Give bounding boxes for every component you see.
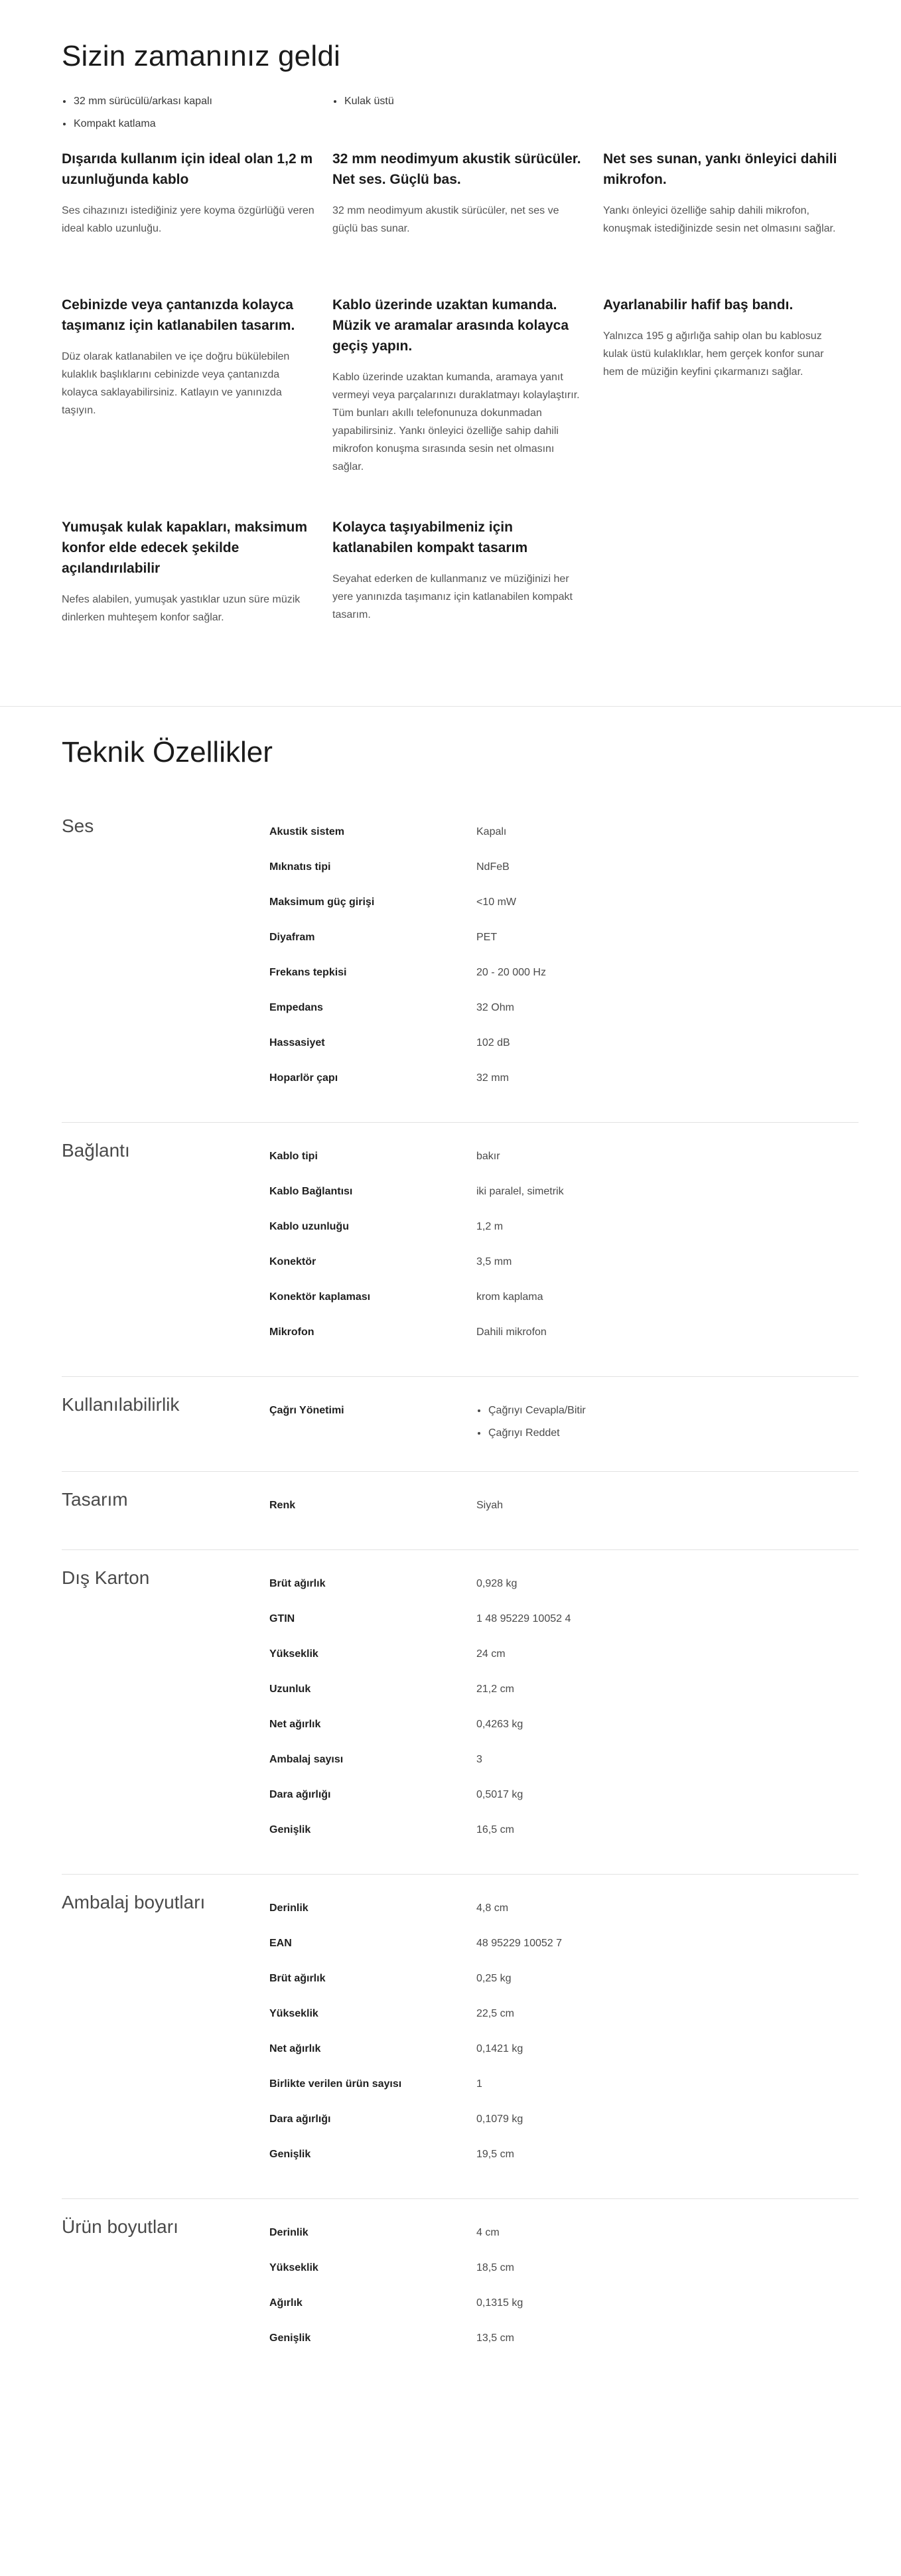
feature-title: Kablo üzerinde uzaktan kumanda. Müzik ve aramalar arasında kolayca geçiş yapın. xyxy=(332,297,569,354)
feature-text: Düz olarak katlanabilen ve içe doğru bükülebilen kulaklık başlıklarını cebinizde veya çantanızda kolayca saklayabilirsiniz. Katlayın ve yanınızda taşıyın. xyxy=(62,351,290,416)
feature-title: 32 mm neodimyum akustik sürücüler. Net ses. Güçlü bas. xyxy=(332,151,581,187)
spec-value: 4,8 cm xyxy=(476,1902,509,1914)
feature-card xyxy=(62,295,332,517)
spec-value: 1,2 m xyxy=(476,1221,504,1232)
spec-value-item: Çağrıyı Reddet xyxy=(476,1422,859,1445)
spec-label: Renk xyxy=(269,1500,296,1511)
spec-label: Empedans xyxy=(269,1002,323,1013)
specs-section xyxy=(0,707,901,2382)
bullet-list-2 xyxy=(332,90,603,135)
spec-value: Kapalı xyxy=(476,826,507,837)
spec-label: Brüt ağırlık xyxy=(269,1578,326,1589)
feature-card xyxy=(62,517,332,706)
spec-value: 18,5 cm xyxy=(476,2262,514,2273)
spec-value: <10 mW xyxy=(476,896,517,908)
spec-label: Yükseklik xyxy=(269,2008,318,2019)
feature-text: Yankı önleyici özelliğe sahip dahili mikrofon, konuşmak istediğinizde sesin net olmasını sağlar. xyxy=(603,205,836,234)
spec-value: 102 dB xyxy=(476,1037,510,1048)
spec-group xyxy=(62,2199,859,2382)
spec-label: Dara ağırlığı xyxy=(269,1789,331,1800)
feature-text: Yalnızca 195 g ağırlığa sahip olan bu kablosuz kulak üstü kulaklıklar, hem gerçek konfor sunar hem de müziğin keyfini çıkarmanızı sağlar. xyxy=(603,330,824,378)
feature-text: Seyahat ederken de kullanmanız ve müziğinizi her yere yanınızda taşımanız için katlanabilen kompakt tasarım. xyxy=(332,573,573,620)
spec-label: Genişlik xyxy=(269,2332,311,2344)
spec-label: Kablo tipi xyxy=(269,1151,318,1162)
feature-text: Ses cihazınızı istediğiniz yere koyma özgürlüğü veren ideal kablo uzunluğu. xyxy=(62,205,314,234)
spec-label: Net ağırlık xyxy=(269,1719,321,1730)
spec-group xyxy=(62,1875,859,2199)
spec-group xyxy=(62,1123,859,1377)
feature-title: Cebinizde veya çantanızda kolayca taşımanız için katlanabilen tasarım. xyxy=(62,297,295,333)
bullet-item: 32 mm sürücülü/arkası kapalı xyxy=(62,90,332,113)
spec-value: 1 48 95229 10052 4 xyxy=(476,1613,571,1624)
spec-value: 0,1315 kg xyxy=(476,2297,523,2309)
spec-label: Çağrı Yönetimi xyxy=(269,1405,344,1416)
specs-title: Teknik Özellikler xyxy=(62,736,273,768)
features-title: Sizin zamanınız geldi xyxy=(62,40,340,72)
spec-value: 16,5 cm xyxy=(476,1824,514,1835)
spec-label: Kablo uzunluğu xyxy=(269,1221,349,1232)
spec-label: Kablo Bağlantısı xyxy=(269,1186,353,1197)
spec-label: Hassasiyet xyxy=(269,1037,325,1048)
spec-value: PET xyxy=(476,932,498,943)
spec-group xyxy=(62,798,859,1123)
spec-label: Dara ağırlığı xyxy=(269,2113,331,2125)
spec-value-list xyxy=(476,1393,859,1445)
features-section xyxy=(0,0,901,706)
spec-label: Yükseklik xyxy=(269,2262,318,2273)
bullet-item: Kulak üstü xyxy=(332,90,603,113)
spec-label: Net ağırlık xyxy=(269,2043,321,2054)
feature-title: Kolayca taşıyabilmeniz için katlanabilen kompakt tasarım xyxy=(332,520,528,555)
spec-group-title: Ambalaj boyutları xyxy=(62,1892,206,1912)
spec-label: Maksimum güç girişi xyxy=(269,896,375,908)
spec-label: Birlikte verilen ürün sayısı xyxy=(269,2078,402,2090)
spec-label: Konektör xyxy=(269,1256,316,1267)
spec-value: 21,2 cm xyxy=(476,1683,514,1695)
spec-label: Ambalaj sayısı xyxy=(269,1754,344,1765)
spec-label: Konektör kaplaması xyxy=(269,1291,371,1303)
feature-grid xyxy=(62,149,859,706)
spec-value: 24 cm xyxy=(476,1648,506,1660)
spec-value: 1 xyxy=(476,2078,482,2090)
feature-card xyxy=(603,295,855,517)
feature-text: 32 mm neodimyum akustik sürücüler, net ses ve güçlü bas sunar. xyxy=(332,205,559,234)
spec-label: Brüt ağırlık xyxy=(269,1973,326,1984)
spec-value: krom kaplama xyxy=(476,1291,543,1303)
spec-value: 22,5 cm xyxy=(476,2008,514,2019)
spec-group xyxy=(62,1550,859,1875)
feature-title: Net ses sunan, yankı önleyici dahili mikrofon. xyxy=(603,151,837,187)
feature-title: Yumuşak kulak kapakları, maksimum konfor elde edecek şekilde açılandırılabilir xyxy=(62,520,308,576)
spec-value: Siyah xyxy=(476,1500,504,1511)
feature-title: Ayarlanabilir hafif baş bandı. xyxy=(603,297,794,313)
spec-label: Ağırlık xyxy=(269,2297,303,2309)
spec-label: GTIN xyxy=(269,1613,295,1624)
spec-value: 13,5 cm xyxy=(476,2332,514,2344)
spec-value: 3,5 mm xyxy=(476,1256,512,1267)
spec-value: 48 95229 10052 7 xyxy=(476,1938,563,1949)
spec-label: Derinlik xyxy=(269,2227,309,2238)
spec-label: Frekans tepkisi xyxy=(269,967,347,978)
spec-group xyxy=(62,1472,859,1550)
spec-group-title: Bağlantı xyxy=(62,1140,130,1161)
spec-label: Mikrofon xyxy=(269,1326,314,1338)
spec-label: Derinlik xyxy=(269,1902,309,1914)
spec-groups xyxy=(62,798,859,2382)
feature-text: Kablo üzerinde uzaktan kumanda, aramaya yanıt vermeyi veya parçalarınızı duraklatmayı kolaylaştırır. Tüm bunları akıllı telefonunuza dokunmadan yapabilirsiniz. Yankı önleyici özelliğe sahip dahili mikrofon konuşma sırasında sesin net olmasını sağlar. xyxy=(332,372,580,472)
spec-group xyxy=(62,1377,859,1472)
spec-group-title: Dış Karton xyxy=(62,1567,150,1588)
spec-label: EAN xyxy=(269,1938,292,1949)
spec-value: 0,4263 kg xyxy=(476,1719,523,1730)
spec-group-title: Ses xyxy=(62,816,94,836)
spec-label: Genişlik xyxy=(269,2149,311,2160)
spec-value: 4 cm xyxy=(476,2227,500,2238)
feature-card xyxy=(332,295,603,517)
spec-value: 19,5 cm xyxy=(476,2149,514,2160)
feature-card xyxy=(603,149,855,295)
spec-value: 3 xyxy=(476,1754,482,1765)
bullet-item: Kompakt katlama xyxy=(62,113,332,135)
feature-card xyxy=(62,149,332,295)
spec-label: Uzunluk xyxy=(269,1683,311,1695)
spec-group-title: Ürün boyutları xyxy=(62,2216,178,2237)
spec-value: NdFeB xyxy=(476,861,510,873)
spec-value: 0,1421 kg xyxy=(476,2043,523,2054)
feature-text: Nefes alabilen, yumuşak yastıklar uzun süre müzik dinlerken muhteşem konfor sağlar. xyxy=(62,594,301,623)
spec-value: 0,1079 kg xyxy=(476,2113,523,2125)
spec-label: Diyafram xyxy=(269,932,315,943)
spec-group-title: Tasarım xyxy=(62,1489,128,1510)
spec-value: iki paralel, simetrik xyxy=(476,1186,564,1197)
feature-title: Dışarıda kullanım için ideal olan 1,2 m uzunluğunda kablo xyxy=(62,151,313,187)
spec-value: 0,928 kg xyxy=(476,1578,518,1589)
bullet-list-1 xyxy=(62,90,332,135)
highlight-bullets xyxy=(62,90,859,135)
spec-label: Yükseklik xyxy=(269,1648,318,1660)
spec-value: Dahili mikrofon xyxy=(476,1326,547,1338)
feature-card xyxy=(332,149,603,295)
spec-label: Mıknatıs tipi xyxy=(269,861,331,873)
spec-value: 32 mm xyxy=(476,1072,509,1084)
spec-value: 0,25 kg xyxy=(476,1973,512,1984)
spec-group-title: Kullanılabilirlik xyxy=(62,1394,180,1415)
spec-label: Akustik sistem xyxy=(269,826,344,837)
spec-value: bakır xyxy=(476,1151,500,1162)
feature-card xyxy=(332,517,603,706)
spec-label: Hoparlör çapı xyxy=(269,1072,338,1084)
spec-value: 20 - 20 000 Hz xyxy=(476,967,546,978)
spec-value: 32 Ohm xyxy=(476,1002,514,1013)
spec-value: 0,5017 kg xyxy=(476,1789,523,1800)
spec-label: Genişlik xyxy=(269,1824,311,1835)
spec-value xyxy=(476,1393,859,1445)
spec-value-item: Çağrıyı Cevapla/Bitir xyxy=(476,1399,859,1422)
